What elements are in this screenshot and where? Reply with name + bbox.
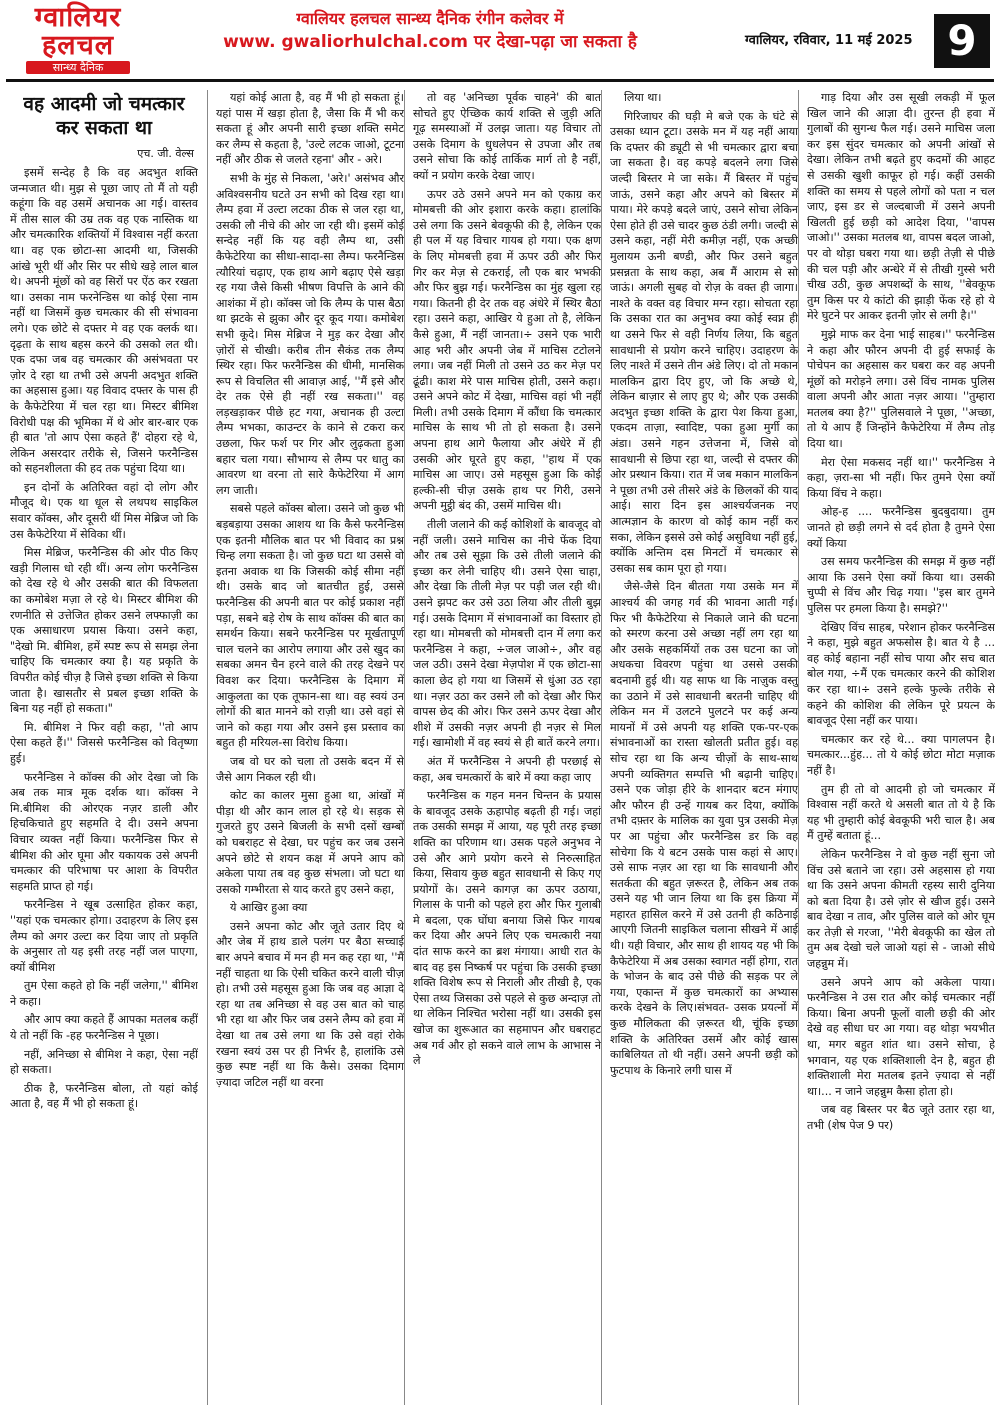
article-paragraph: और आप क्या कहते हैं आपका मतलब कहीं ये तो नहीं कि -हह फरनैन्डिस ने पूछा। bbox=[10, 1013, 198, 1043]
article-byline: एच. जी. वेल्स bbox=[137, 147, 194, 160]
article-column-4 bbox=[601, 90, 798, 1405]
article-paragraph: लिया था। bbox=[624, 91, 662, 104]
article-paragraph: मि. बीमिश ने फिर वही कहा, ''तो आप ऐसा कहते हैं।'' जिससे फरनैन्डिस को वितृष्णा हुई। bbox=[10, 720, 198, 765]
article-column-2 bbox=[207, 90, 404, 1405]
article-column-1 bbox=[10, 90, 198, 1405]
article-paragraph: गाड़ दिया और उस सूखी लकड़ी में फूल खिल जाने की आज्ञा दी। तुरन्त ही हवा में गुलाबों की सुगन्ध फैल गई। उसने माचिस जला कर इस सुंदर चमत्कार को अपनी आंखों से देखा। लेकिन तभी बढ़ते हुए कदमों की आहट से उसकी खुशी काफूर हो गई। कहीं उसकी शक्ति का समय से पहले लोगों को पता न चल जाए, इस डर से जल्दबाजी में उसने अपनी खिलती हुई छड़ी को आदेश दिया, ''वापस जाओ।'' उसका मतलब था, वापस बदल जाओ, पर वो थोड़ा घबरा गया था। छड़ी तेज़ी से पीछे की चल पड़ी और अन्धेरे में से तीखी गुस्से भरी चीख उठी, कुछ अपशब्दों के साथ, ''बेवकूफ तुम किस पर ये कांटो की झाड़ी फेंक रहे हो ये मेरे घुटने पर आकर इतनी ज़ोर से लगी है।'' bbox=[807, 91, 995, 323]
article-paragraph: फरनैन्डिस ने खूब उत्साहित होकर कहा, ''यहां एक चमत्कार होगा। उदाहरण के लिए इस लैम्प को अगर उल्टा कर दिया जाए तो प्रकृति के अनुसार तो यह इसी तरह नहीं जल पाएगा, क्यों बीमिश bbox=[10, 898, 198, 974]
article-paragraph: ठीक है, फरनैन्डिस बोला, तो यहां कोई आता है, वह मैं भी हो सकता हूं। bbox=[10, 1081, 198, 1111]
article-paragraph: गिरिजाघर की घड़ी मे बजे एक के घंटे से उसका ध्यान टूटा। उसके मन में यह नहीं आया कि दफ्तर की ड्यूटी से भी चमत्कार द्वारा बचा जा सकता है। वह कपड़े बदलने लगा जिसे जल्दी बिस्तर मे जा सके। मैं बिस्तर में पहुंच जाऊं, उसने कहा और अपने को बिस्तर में पाया। मेरे कपड़े बदले जाएं, उसने सोचा लेकिन ऐसा होते ही उसे चादर कुछ ठंडी लगी। जल्दी से उसने कहा, नहीं मेरी कमीज़ नहीं, एक अच्छी मुलायम ऊनी बण्डी, और फिर उसने बहुत प्रसन्नता के साथ कहा, अब मैं आराम से सो जाऊं। अगली सुबह वो रोज़ के वक्त ही जागा। नाश्ते के वक्त वह विचार मग्न रहा। सोचता रहा कि उसका रात का अनुभव क्या कोई स्वप्न ही था उसने फिर से वही निर्णय लिया, कि बहुत सावधानी से प्रयोग करने चाहिए। उदाहरण के लिए नाश्ते में उसने तीन अंडे लिए। दो तो मकान मालकिन द्वारा दिए हुए, जो कि अच्छे थे, लेकिन बाज़ार से लाए हुए थे; और एक उसकी अदभुत इच्छा शक्ति के द्वारा पेश किया हुआ, एकदम ताज़ा, स्वादिष्ट, पका हुआ मुर्गी का अंडा। उसने गहन उत्तेजना में, जिसे वो सावधानी से छिपा रहा था, जल्दी से दफ्तर की ओर प्रस्थान किया। रात में जब मकान मालकिन ने पूछा तभी उसे तीसरे अंडे के छिलकों की याद आई। सारा दिन इस आश्चर्यजनक नए आत्मज्ञान के कारण वो कोई काम नहीं कर सका, लेकिन इससे उसे कोई असुविधा नहीं हुई, क्योंकि अन्तिम दस मिनटों में चमत्कार से उसका सब काम पूरा हो गया। bbox=[610, 109, 798, 575]
article-paragraph: नहीं, अनिच्छा से बीमिश ने कहा, ऐसा नहीं हो सकता। bbox=[10, 1047, 198, 1077]
article-paragraph: तो वह 'अनिच्छा पूर्वक चाहने' की बात सोचते हुए ऐच्छिक कार्य शक्ति से जुड़ी अति गूढ़ समस्याओं में उलझ जाता। यह विचार तो उसके दिमाग के धुधलेपन से उपजा और तब उसने सोचा कि कोई तार्किक मार्ग तो है नहीं, क्यों न प्रयोग करके देखा जाए। bbox=[413, 91, 601, 182]
article-paragraph: देखिए विंच साहब, परेशान होकर फरनैन्डिस ने कहा, मुझे बहुत अफसोस है। बात ये है ... वह कोई बहाना नहीं सोच पाया और सच बात बोल गया, ÷मैं एक चमत्कार करने की कोशिश कर रहा था।÷ उसने हल्के फुल्के तरीके से कहने की कोशिश की लेकिन पूरे प्रयत्न के बावजूद ऐसा नहीं कर पाया। bbox=[807, 620, 995, 728]
article-column-5 bbox=[798, 90, 995, 1405]
article-paragraph: तुम ऐसा कहते हो कि नहीं जलेगा,'' बीमिश ने कहा। bbox=[10, 979, 198, 1008]
article-paragraph: तुम ही तो वो आदमी हो जो चमत्कार में विश्वास नहीं करते थे असली बात तो ये है कि यह भी तुम्हारी कोई बेवकूफी भरी चाल है। अब मैं तुम्हें बताता हूं... bbox=[807, 782, 995, 843]
banner-line-2: www. gwaliorhulchal.com पर देखा-पढ़ा जा सकता है bbox=[223, 32, 637, 52]
article-paragraph: फरनैन्डिस क गहन मनन चिन्तन के प्रयास के बावजूद उसके ऊहापोह बढ़ती ही गई। जहां तक उसकी समझ में आया, यह पूरी तरह इच्छा शक्ति का परिणाम था। उसक पहले अनुभव ने उसे और आगे प्रयोग करने से निरुत्साहित किया, सिवाय कुछ बहुत सावधानी से किए गए प्रयोगों के। उसने कागज़ का ऊपर उठाया, गिलास के पानी को पहले हरा और फिर गुलाबी मे बदला, एक घोंघा बनाया जिसे फिर गायब कर दिया और अपने लिए एक चमत्कारी नया दांत साफ करने का ब्रश मंगाया। आधी रात के बाद वह इस निष्कर्ष पर पहुंचा कि उसकी इच्छा शक्ति विशेष रूप से निराली और तीखी है, एक ऐसा तथ्य जिसका उसे पहले से कुछ अन्दाज़ तो था लेकिन निश्चित भरोसा नहीं था। उसकी इस खोज का शुरूआत का सहमापन और घबराहट अब गर्व और हो सकने वाले लाभ के आभास ने ले bbox=[413, 789, 601, 1068]
article-paragraph: उसने अपना कोट और जूते उतार दिए थे और जेब में हाथ डाले पलंग पर बैठा सच्चाई बार अपने बचाव में मन ही मन कह रहा था, ''मैं नहीं चाहता था कि ऐसी चकित करने वाली चीज़ हो। तभी उसे महसूस हुआ कि जब वह आज्ञा दे रहा था तब अनिच्छा से वह उस बात को चाह भी रहा था और फिर जब उसने लैम्प को हवा में देखा था तब उसे लगा था कि उसे वहां रोके रखना स्वयं उस पर ही निर्भर है, हालांकि उसे कुछ स्पष्ट नहीं था कि कैसे। उसका दिमाग ज़्यादा जटिल नहीं था वरना bbox=[216, 919, 404, 1089]
article-paragraph: चमत्कार कर रहे थे... क्या पागलपन है। चमत्कार...हुंह... तो ये कोई छोटा मोटा मज़ाक नहीं है। bbox=[807, 732, 995, 777]
logo-subtitle: सान्ध्य दैनिक bbox=[26, 61, 130, 74]
article-paragraph: फरनैन्डिस ने कॉक्स की ओर देखा जो कि अब तक मात्र मूक दर्शक था। कॉक्स ने मि.बीमिश की ओरएक नज़र डाली और हिचकिचाते हुए सहमति दे दी। उसने अपना विचार व्यक्त नहीं किया। फरनैन्डिस फिर से बीमिश की ओर घूमा और यकायक उसे अपनी चमत्कार की परिभाषा पर आशा के विपरीत सहमति प्राप्त हो गई। bbox=[10, 770, 198, 893]
article-paragraph: उस समय फरनैन्डिस की समझ में कुछ नहीं आया कि उसने ऐसा क्यों किया था। उसकी चुप्पी से विंच और चिढ़ गया। ''इस बार तुमने पुलिस पर हमला किया है। समझे?'' bbox=[807, 555, 995, 615]
article-paragraph: तीली जलाने की कई कोशिशों के बावजूद वो नहीं जली। उसने माचिस का नीचे फेंक दिया और तब उसे सूझा कि उसे तीली जलाने की इच्छा कर लेनी चाहिए थी। उसने ऐसा चाहा, और देखा कि तीली मेज़ पर पड़ी जल रही थी। उसने झपट कर उसे उठा लिया और तीली बुझ गई। उसके दिमाग में संभावनाओं का विस्तार हो रहा था। मोमबत्ती को मोमबत्ती दान में लगा कर फरनैन्डिस ने कहा, ÷जल जाओ÷, और वह जल उठी। उसने देखा मेज़पोश में एक छोटा-सा काला छेद हो गया था जिसमें से धुंआ उठ रहा था। नज़र उठा कर उसने लौ को देखा और फिर वापस छेद की ओर। फिर उसने ऊपर देखा और शीशे में उसकी नज़र अपनी ही नज़र से मिल गई। खामोशी में वह स्वयं से ही बातें करने लगा। bbox=[413, 518, 601, 750]
article-column-3 bbox=[404, 90, 601, 1405]
article-paragraph: ओह-ह .... फरनैन्डिस बुदबुदाया। तुम जानते हो छड़ी लगने से दर्द होता है तुमने ऐसा क्यों किया bbox=[807, 505, 995, 550]
logo-line-2: हलचल bbox=[41, 30, 115, 61]
article-headline: वह आदमी जो चमत्कार कर सकता था bbox=[23, 93, 185, 139]
masthead-divider bbox=[6, 79, 994, 82]
article-paragraph: सभी के मुंह से निकला, 'अरे।' असंभव और अविश्वसनीय घटते उन सभी को दिख रहा था। लैम्प हवा में उल्टा लटका ठीक से जल रहा था, उसकी लौ नीचे की ओर जा रही थी। इसमें कोई सन्देह नहीं कि यह वही लैम्प था, उसी कैफेटेरिया का सीधा-सादा-सा लैम्प। फरनैन्डिस त्यौरियां चढ़ाए, एक हाथ आगे बढ़ाए ऐसे खड़ा रह गया जैसे किसी भीषण विपत्ति के आने की आशंका में हो। कॉक्स जो कि लैम्प के पास बैठा था झटके से झुका और दूर कूद गया। कमोबेश सभी कूदे। मिस मेब्रिज ने मुड़ कर देखा और ज़ोरों से चीखी। करीब तीन सैकंड तक लैम्प स्थिर रहा। फिर फरनैन्डिस की धीमी, मानसिक रूप से विचलित सी आवाज़ आई, ''मैं इसे और देर तक ऐसे ही नहीं रख सकता।'' वह लड़खड़ाकर पीछे हट गया, अचानक ही उल्टा लैम्प भभका, काउन्टर के काने से टकरा कर उछला, फिर फर्श पर गिर और लुढ़कता हुआ बहार चला गया। सौभाग्य से लैम्प पर धातु का आवरण था वरना तो सारे कैफेटेरिया में आग लग जाती। bbox=[216, 171, 404, 497]
logo-line-1: ग्वालियर bbox=[34, 2, 122, 33]
article-paragraph: ये आखिर हुआ क्या bbox=[230, 901, 308, 915]
article-paragraph: इसमें सन्देह है कि वह अदभुत शक्ति जन्मजात थी। मुझ से पूछा जाए तो मैं तो यही कहूंगा कि वह उसमें अचानक आ गई। वास्तव में तीस साल की उम्र तक वह एक नास्तिक था और चमत्कारिक शक्तियों में विश्वास नहीं करता था। वह एक छोटा-सा आदमी था, जिसकी आंखे भूरी थीं और सिर पर सीधे खड़े लाल बाल थे। अपनी मूंछों को वह सिरों पर ऐंठ कर रखता था। उसका नाम फरनेन्डिस था कोई ऐसा नाम नहीं था जिसमें कुछ चमत्कार की सी संभावना लगे। एक छोटे से दफ्तर मे वह एक क्लर्क था। दृढ़ता के साथ बहस करने की उसको लत थी। एक दफा जब वह चमत्कार की असंभवता पर ज़ोर दे रहा था तभी उसे अपनी अदभुत शक्ति का अहसास हुआ। यह विवाद दफ्तर के पास ही के कैफेटेरिया में चल रहा था। मिस्टर बीमिश विरोधी पक्ष की भूमिका में थे ओर बार-बार एक ही बात 'तो आप ऐसा कहते हैं' दोहरा रहे थे, लेकिन असरदार तरीके से, जिसने फरनैन्डिस को सहनशीलता की हद तक पहुंचा दिया था। bbox=[10, 166, 198, 476]
article-paragraph: लेकिन फरनैन्डिस ने वो कुछ नहीं सुना जो विंच उसे बताने जा रहा। उसे अहसास हो गया था कि उसने अपना कीमती रहस्य सारी दुनिया को बता दिया है। उसे ज़ोर से खीज हुई। उसने बाव देखा न ताव, और पुलिस वाले को ओर घूम कर तेज़ी से गरजा, ''मेरी बेवकूफी का खेल तो तुम अब देखो चले जाओ यहां से - जाओ सीधे जहन्नुम में। bbox=[807, 847, 995, 971]
article-paragraph: जब वो घर को चला तो उसके बदन में से जैसे आग निकल रही थी। bbox=[216, 754, 404, 784]
banner-line-1: ग्वालियर हलचल सान्ध्य दैनिक रंगीन कलेवर में bbox=[296, 9, 564, 28]
dateline: ग्वालियर, रविवार, 11 मई 2025 bbox=[745, 33, 913, 48]
article-paragraph: इन दोनों के अतिरिक्त वहां दो लोग और मौजूद थे। एक था धूल से लथपथ साइकिल सवार कॉक्स, और दूसरी थीं मिस मेब्रिज जो कि उस कैफेटेरिया में सेविका थीं। bbox=[10, 480, 198, 541]
article-paragraph: मुझे माफ कर देना भाई साहब।'' फरनैन्डिस ने कहा और फौरन अपनी दी हुई सफाई के पोचेपन का अहसास कर घबरा कर वह अपनी मूंछों को मरोड़ने लगा। उसे विंच नामक पुलिस वाला अपनी और आता नज़र आया। ''तुम्हारा मतलब क्या है?'' पुलिसवाले ने पूछा, ''अच्छा, तो ये आप हैं जिन्होंने कैफेटेरिया में लैम्प तोड़ दिया था। bbox=[807, 327, 995, 451]
article-paragraph: यहां कोई आता है, वह मैं भी हो सकता हूं। यहां पास में खड़ा होता है, जैसा कि मैं भी कर सकता हूं और अपनी सारी इच्छा शक्ति समेट कर लैम्प से कहता है, 'उल्टे लटक जाओ, टूटना नहीं और ठीक से जलते रहना' और - अरे। bbox=[216, 91, 404, 167]
article-columns bbox=[10, 90, 995, 1405]
article-paragraph: जब वह बिस्तर पर बैठ जूते उतार रहा था, तभी (शेष पेज 9 पर) bbox=[807, 1103, 995, 1132]
article-paragraph: मेरा ऐसा मकसद नहीं था।'' फरनैन्डिस ने कहा, ज़रा-सा भी नहीं। फिर तुमने ऐसा क्यों किया विंच ने कहा। bbox=[807, 455, 995, 500]
article-paragraph: जैसे-जैसे दिन बीतता गया उसके मन में आश्चर्य की जगह गर्व की भावना आती गई। फिर भी कैफेटेरिया से निकाले जाने की घटना को स्मरण करना उसे अच्छा नहीं लग रहा था और उसके सहकर्मियों तक उस घटना का जो अधकचा विवरण पहुंचा था उससे उसकी बदनामी हुई थी। यह साफ था कि नाज़ुक वस्तु का उठाने में उसे सावधानी बरतनी चाहिए थी लेकिन मन में उलटने पुलटने पर कई अन्य मायनों में उसे अपनी यह शक्ति एक-पर-एक संभावनाओं का रास्ता खोलती प्रतीत हुई। वह सोच रहा था कि अन्य चीज़ों के साथ-साथ अपनी व्यक्तिगत सम्पत्ति भी बढ़ानी चाहिए। उसने एक जोड़ा हीरे के शानदार बटन मंगाए और फौरन ही उन्हें गायब कर दिया, क्योंकि तभी दफ़्तर के मालिक का युवा पुत्र उसकी मेज़ पर आ पहुंचा और फरनैन्डिस डर कि वह सोचेगा कि ये बटन उसके पास कहां से आए। उसे साफ नज़र आ रहा था कि सावधानी और सतर्कता की बहुत ज़रूरत है, लेकिन अब तक उसने यह भी जान लिया था कि इस क्रिया में महारत हासिल करने में उसे उतनी ही कठिनाई आएगी जितनी साइकिल चलाना सीखने में आई थी। यही विचार, और साथ ही शायद यह भी कि कैफेटेरिया में अब उसका स्वागत नहीं होगा, रात के भोजन के बाद उसे पीछे की सड़क पर ले गया, एकान्त में कुछ चमत्कारों का अभ्यास करके देखने के लिए।संभवत- उसक प्रयत्नों में कुछ मौलिकता की ज़रूरत थी, चूंकि इच्छा शक्ति के अतिरिक्त उसमें और कोई खास काबिलियत तो थी नहीं। उसने अपनी छड़ी को फुटपाथ के किनारे लगी घास में bbox=[610, 580, 798, 1077]
article-paragraph: कोट का कालर मुसा हुआ था, आंखों में पीड़ा थी और कान लाल हो रहे थे। सड़क से गुजरते हुए उसने बिजली के सभी दसों खम्बों को घबराहट से देखा, घर पहुंच कर जब उसने अपने छोटे से शयन कक्ष में अपने आप को अकेला पाया तब वह कुछ संभला। जो घटा था उसको गम्भीरता से याद करते हुए उसने कहा, bbox=[216, 789, 404, 896]
masthead bbox=[0, 0, 1000, 78]
article-paragraph: सबसे पहले कॉक्स बोला। उसने जो कुछ भी बड़बड़ाया उसका आशय था कि कैसे फरनैन्डिस एक इतनी मौलिक बात पर भी विवाद का प्रश्न चिन्ह लगा सकता है। जो कुछ घटा था उससे वो इतना अवाक था कि जिसकी कोई सीमा नहीं थी। उसके बाद जो बातचीत हुई, उससे फरनैन्डिस की अपनी बात पर कोई प्रकाश नहीं पड़ा, सबने बड़े रोष के साथ कॉक्स की बात का समर्थन किया। सबने फरनैन्डिस पर मूर्खतापूर्ण चाल चलने का आरोप लगाया और उसे खुद का सबका अमन चैन हरने वाले की तरह देखने पर विवश कर दिया। फरनैन्डिस के दिमाग में आकुलता का एक तूफान-सा था। वह स्वयं उन लोगों की बात मानने को राज़ी था। उसे वहां से जाने को कहा गया और उसने इस प्रस्ताव का बहुत ही मरियल-सा विरोध किया। bbox=[216, 502, 404, 750]
promo-banner bbox=[175, 8, 685, 54]
newspaper-logo bbox=[8, 4, 148, 74]
article-paragraph: मिस मेब्रिज, फरनैन्डिस की ओर पीठ किए खड़ी गिलास धो रही थीं। अन्य लोग फरनैन्डिस को देख रहे थे और उसकी बात की विफलता का कमोबेश मज़ा ले रहे थे। मिस्टर बीमिश की रणनीति से उत्तेजित होकर उसने लफ्फाज़ी का एक असाधारण प्रयास किया। उसने कहा, "देखो मि. बीमिश, हमें स्पष्ट रूप से समझ लेना चाहिए कि चमत्कार क्या है। यह प्रकृति के विपरीत कोई चीज़ है जिसे इच्छा शक्ति से किया जाता है। खासतौर से प्रबल इच्छा शक्ति के बिना यह नहीं हो सकता।" bbox=[10, 546, 198, 716]
article-paragraph: अंत में फरनैन्डिस ने अपनी ही परछाई से कहा, अब चमत्कारों के बारे में क्या कहा जाए bbox=[413, 754, 601, 784]
page-number: 9 bbox=[934, 14, 990, 68]
article-paragraph: ऊपर उठे उसने अपने मन को एकाग्र कर मोमबत्ती की ओर इशारा करके कहा। हालांकि उसे लगा कि उसने बेवकूफी की है, लेकिन एक ही पल में यह विचार गायब हो गया। एक क्षण के लिए मोमबत्ती हवा में ऊपर उठी और फिर गिर कर मेज़ से टकराई, लौ एक बार भभकी और फिर बुझ गई। फरनैन्डिस का मुंह खुला रह गया। कितनी ही देर तक वह अंधेरे में स्थिर बैठा रहा। उसने कहा, आखिर ये हुआ तो है, लेकिन कैसे हुआ, मैं नहीं जानता।÷ उसने एक भारी आह भरी और अपनी जेब में माचिस टटोलने लगा। जब नहीं मिली तो उसने उठ कर मेज़ पर ढूंढी। काश मेरे पास माचिस होती, उसने कहा। उसने अपने कोट में देखा, माचिस वहां भी नहीं मिली। तभी उसके दिमाग में कौंधा कि चमत्कार माचिस के साथ भी तो हो सकता है। उसने अपना हाथ आगे फैलाया और अंधेरे में ही उसकी ओर घूरते हुए कहा, ''हाथ में एक माचिस आ जाए। उसे महसूस हुआ कि कोई हल्की-सी चीज़ उसके हाथ पर गिरी, उसने अपनी मुट्ठी बंद की, उसमें माचिस थी। bbox=[413, 187, 601, 513]
article-paragraph: उसने अपने आप को अकेला पाया। फरनैन्डिस ने उस रात और कोई चमत्कार नहीं किया। बिना अपनी फूलों वाली छड़ी की ओर देखे वह सीधा घर आ गया। वह थोड़ा भयभीत था, मगर बहुत शांत था। उसने सोचा, हे भगवान, यह एक शक्तिशाली देन है, बहुत ही शक्तिशाली मेरा मतलब इतने ज़्यादा से नहीं था।... न जाने जहन्नुम कैसा होता हो। bbox=[807, 975, 995, 1098]
